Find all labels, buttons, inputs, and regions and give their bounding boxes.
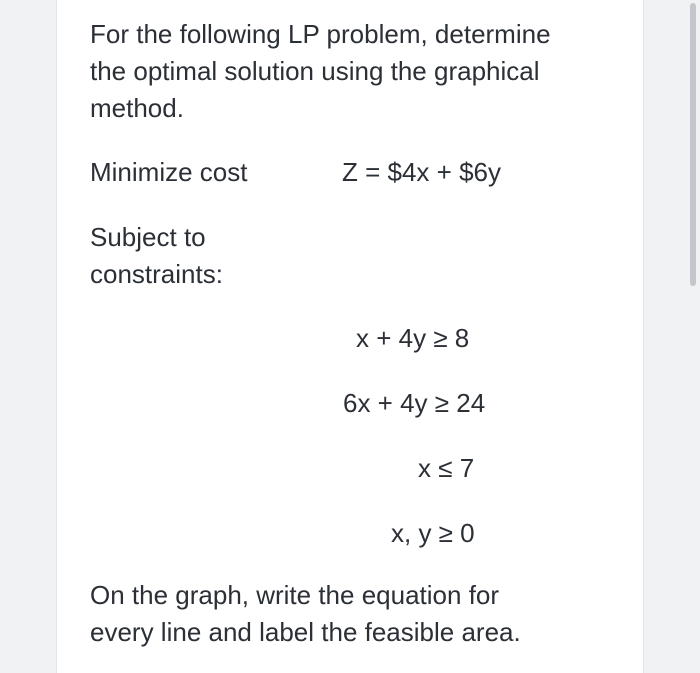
problem-intro-line: the optimal solution using the graphical bbox=[90, 56, 540, 86]
objective-equation: Z = $4x + $6y bbox=[342, 157, 501, 187]
graph-instruction-line: On the graph, write the equation for bbox=[90, 580, 500, 610]
constraints-heading bbox=[90, 219, 223, 293]
constraint-3: x ≤ 7 bbox=[418, 453, 475, 483]
constraint-nonnegativity: x, y ≥ 0 bbox=[391, 518, 475, 548]
constraints-heading-line: constraints: bbox=[90, 259, 223, 289]
graph-instruction-line: every line and label the feasible area. bbox=[90, 617, 521, 647]
problem-intro-line: method. bbox=[90, 93, 184, 123]
constraint-2: 6x + 4y ≥ 24 bbox=[343, 388, 486, 418]
graph-instruction bbox=[90, 577, 521, 651]
objective-label: Minimize cost bbox=[90, 157, 248, 187]
scrollbar-thumb[interactable] bbox=[690, 3, 696, 286]
constraints-heading-line: Subject to bbox=[90, 222, 206, 252]
problem-intro-line: For the following LP problem, determine bbox=[90, 19, 551, 49]
problem-intro bbox=[90, 16, 551, 127]
constraint-1: x + 4y ≥ 8 bbox=[356, 323, 470, 353]
